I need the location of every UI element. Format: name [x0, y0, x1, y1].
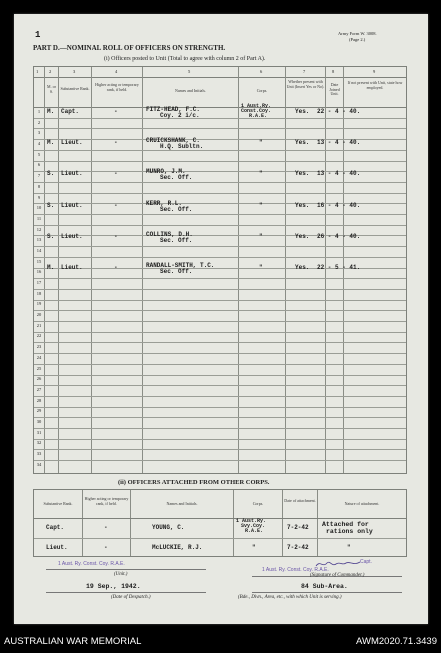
- officer-present: Yes.: [295, 170, 310, 177]
- officer-acting: -: [114, 233, 118, 240]
- officer-present: Yes.: [295, 202, 310, 209]
- row-number: 6: [37, 162, 41, 168]
- officer-row: [34, 263, 406, 274]
- col-number: 1: [36, 69, 39, 74]
- despatch-date: 19 Sep., 1942.: [86, 583, 141, 590]
- col-number: 3: [73, 69, 76, 74]
- unit-stamp: 1 Aust. Ry. Const. Coy. R.A.E.: [58, 561, 125, 567]
- officer-corps-line3: R.A.E.: [249, 113, 268, 119]
- row-number: 23: [36, 344, 42, 350]
- section1-title: (i) Officers posted to Unit (Total to agree with column 2 of Part A).: [104, 56, 266, 62]
- section2-title: (ii) OFFICERS ATTACHED FROM OTHER CORPS.: [118, 479, 270, 486]
- col-number: 2: [49, 69, 52, 74]
- header-higher-acting: Higher acting or temporary rank, if held.: [95, 82, 139, 92]
- officer-ms: S.: [47, 233, 55, 240]
- att-header-date: Date of attachment.: [284, 498, 316, 503]
- header-corps: Corps.: [256, 88, 268, 93]
- area: 84 Sub-Area.: [301, 583, 348, 590]
- header-substantive-rank: Substantive Rank.: [60, 86, 90, 91]
- row-number: 22: [36, 333, 42, 339]
- officer-date-joined: 13 - 4 - 40.: [317, 139, 361, 146]
- officer-corps: ": [259, 202, 263, 209]
- signature-label: (Signature of Commander.): [310, 573, 365, 578]
- officer-ms: S.: [47, 202, 55, 209]
- officer-appointment: Coy. 2 i/c.: [160, 112, 200, 119]
- officer-corps-line2: Const.Coy.: [241, 108, 272, 114]
- attached-corps: ": [252, 544, 256, 551]
- officer-acting: -: [114, 139, 118, 146]
- officer-rank: Lieut.: [61, 233, 83, 240]
- archive-footer: [0, 627, 441, 653]
- col-number: 5: [188, 69, 191, 74]
- officer-present: Yes.: [295, 264, 310, 271]
- row-number: 5: [37, 151, 41, 157]
- row-number: 24: [36, 354, 42, 360]
- officer-appointment: Sec. Off.: [160, 268, 193, 275]
- officer-date-joined: 16 - 4 - 40.: [317, 202, 361, 209]
- attached-date: 7-2-42: [287, 544, 309, 551]
- attached-acting: -: [104, 544, 108, 551]
- officer-rank: Lieut.: [61, 139, 83, 146]
- row-number: 11: [36, 215, 42, 221]
- row-number: 13: [36, 237, 42, 243]
- document-page: [14, 14, 428, 624]
- row-number: 20: [36, 312, 42, 318]
- officer-corps: ": [259, 139, 263, 146]
- footer-left: AUSTRALIAN WAR MEMORIAL: [4, 636, 142, 647]
- officer-ms: S.: [47, 170, 55, 177]
- officer-name: RANDALL-SMITH, T.C.: [146, 262, 215, 269]
- handwritten-signature: [314, 557, 364, 569]
- row-number: 12: [36, 226, 42, 232]
- officer-acting: -: [114, 170, 118, 177]
- col-number: 4: [115, 69, 118, 74]
- officer-appointment: Sec. Off.: [160, 206, 193, 213]
- officer-date-joined: 22 - 5 - 41.: [317, 264, 361, 271]
- attached-row: [34, 520, 406, 538]
- unit-label: (Unit.): [114, 572, 128, 577]
- officer-rank: Lieut.: [61, 202, 83, 209]
- area-label: (Bde., Divn., Area, etc., with which Unit is serving.): [238, 595, 342, 600]
- header-m-or-s: M. or S.: [47, 84, 56, 94]
- row-number: 8: [37, 183, 41, 189]
- attached-corps-line3: R.A.E.: [245, 528, 264, 534]
- att-header-names: Names and Initials.: [166, 501, 198, 506]
- signature-stamp: 1 Aust. Ry. Const. Coy. R.A.E.: [262, 567, 329, 573]
- officer-present: Yes.: [295, 233, 310, 240]
- form-id-line2: (Page 2.): [349, 37, 366, 42]
- nominal-roll-table: [33, 66, 407, 474]
- row-number: 26: [36, 376, 42, 382]
- header-date-joined: Date Joined Unit.: [329, 82, 340, 97]
- attached-date: 7-2-42: [287, 524, 309, 531]
- page-mark: 1: [35, 30, 41, 40]
- row-number: 17: [36, 280, 42, 285]
- attached-nature: ": [347, 544, 351, 551]
- officer-appointment: Sec. Off.: [160, 237, 193, 244]
- officer-rank: Capt.: [61, 108, 80, 115]
- signature-rank: Capt.: [360, 559, 372, 565]
- row-number: 34: [36, 461, 42, 467]
- officer-row: [34, 103, 406, 119]
- header-whether-present: Whether present with Unit (Insert Yes or No).: [286, 79, 325, 89]
- officer-present: Yes.: [295, 108, 310, 115]
- officer-name: KERR, R.L.: [146, 200, 183, 207]
- part-title: PART D.—NOMINAL ROLL OF OFFICERS ON STRENGTH.: [33, 44, 226, 52]
- attached-corps: 1 Aust.Ry.: [236, 518, 267, 524]
- col-number: 7: [303, 69, 306, 74]
- row-number: 14: [36, 247, 42, 253]
- row-number: 19: [36, 301, 42, 307]
- row-number: 15: [36, 258, 42, 264]
- row-number: 31: [36, 429, 42, 435]
- officer-name: MUNRO, J.M.: [146, 168, 186, 175]
- officer-corps: ": [259, 264, 263, 271]
- officer-name: FITZ-HEAD, F.C.: [146, 106, 201, 113]
- officer-rank: Lieut.: [61, 170, 83, 177]
- attached-nature-line2: rations only: [326, 528, 373, 535]
- officer-acting: -: [114, 108, 118, 115]
- col-number: 9: [373, 69, 376, 74]
- officer-date-joined: 26 - 4 - 40.: [317, 233, 361, 240]
- row-number: 4: [37, 141, 41, 147]
- row-number: 32: [36, 440, 42, 446]
- col-number: 6: [260, 69, 263, 74]
- officer-appointment: H.Q. Subltn.: [160, 143, 204, 150]
- officer-appointment: Sec. Off.: [160, 174, 193, 181]
- officer-name: CRUICKSHANK, C.: [146, 137, 201, 144]
- header-if-not-present: If not present with Unit, state how employed.: [347, 80, 403, 90]
- row-number: 18: [36, 290, 42, 296]
- officer-present: Yes.: [295, 139, 310, 146]
- attached-rank: Lieut.: [46, 544, 68, 551]
- officer-row: [34, 138, 406, 149]
- row-number: 30: [36, 418, 42, 424]
- row-number-column: [34, 107, 44, 470]
- officer-date-joined: 13 - 4 - 40.: [317, 170, 361, 177]
- officer-corps: 1 Aust.Ry.: [241, 103, 272, 109]
- row-number: 28: [36, 397, 42, 403]
- attached-corps-line2: Svy.Coy.: [241, 523, 266, 529]
- att-header-nature: Nature of attachment.: [344, 501, 380, 506]
- officer-ms: M.: [47, 108, 55, 115]
- col-number: 8: [332, 69, 335, 74]
- officer-row: [34, 232, 406, 243]
- attached-name: McLUCKIE, R.J.: [152, 544, 203, 551]
- officer-corps: ": [259, 233, 263, 240]
- row-number: 9: [37, 194, 41, 200]
- row-number: 3: [37, 130, 41, 136]
- attached-rank: Capt.: [46, 524, 65, 531]
- row-number: 10: [36, 205, 42, 211]
- officer-ms: M.: [47, 264, 55, 271]
- officer-row: [34, 201, 406, 212]
- attached-nature: Attached for: [322, 521, 369, 528]
- officer-date-joined: 22 - 4 - 40.: [317, 108, 361, 115]
- row-number: 27: [36, 386, 42, 392]
- footer-right: AWM2020.71.3439: [356, 636, 437, 647]
- att-header-higher-acting: Higher acting or temporary rank, if held.: [84, 496, 129, 506]
- officer-rank: Lieut.: [61, 264, 83, 271]
- row-number: 29: [36, 408, 42, 414]
- attached-row: [34, 541, 406, 553]
- attached-acting: -: [104, 524, 108, 531]
- officer-acting: -: [114, 264, 118, 271]
- row-number: 16: [36, 269, 42, 275]
- officer-corps: ": [259, 170, 263, 177]
- att-header-substantive-rank: Substantive Rank.: [43, 501, 73, 506]
- row-number: 7: [37, 173, 41, 179]
- attached-officers-table: [33, 489, 407, 557]
- form-id-line1: Army Form W. 3008.: [338, 31, 377, 36]
- row-number: 21: [36, 322, 42, 328]
- header-names: Names and Initials.: [175, 88, 206, 93]
- row-number: 33: [36, 451, 42, 456]
- row-number: 1: [37, 109, 41, 114]
- despatch-label: (Date of Despatch.): [111, 595, 151, 600]
- row-number: 2: [37, 119, 41, 125]
- officer-acting: -: [114, 202, 118, 209]
- att-header-corps: Corps.: [252, 501, 264, 506]
- officer-ms: M.: [47, 139, 55, 146]
- officer-row: [34, 169, 406, 180]
- row-number: 25: [36, 365, 42, 371]
- attached-name: YOUNG, C.: [152, 524, 185, 531]
- officer-name: COLLINS, D.H.: [146, 231, 193, 238]
